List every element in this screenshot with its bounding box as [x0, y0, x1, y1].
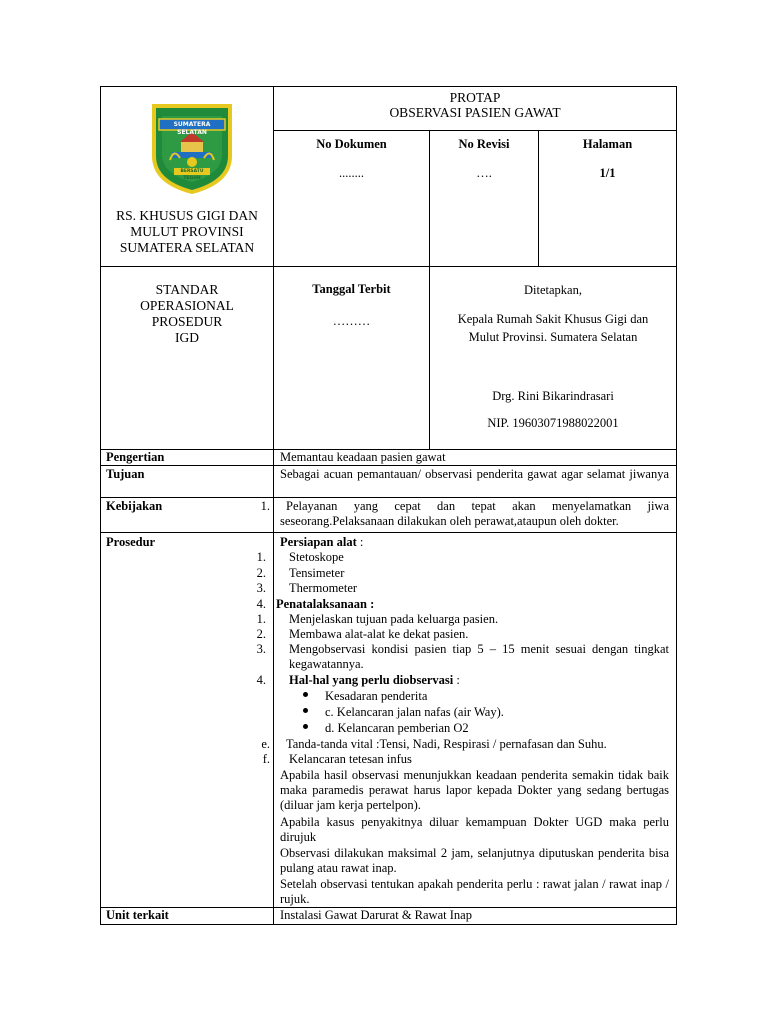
pengertian-label: Pengertian	[106, 450, 165, 464]
step-num-1: 1.	[256, 612, 266, 626]
prosedur-label: Prosedur	[106, 535, 156, 549]
bullet-icon	[303, 724, 308, 729]
hal-heading-colon: :	[453, 673, 460, 687]
kepala-line-2: Mulut Provinsi. Sumatera Selatan	[468, 330, 638, 344]
table-border-right	[676, 86, 677, 925]
alat-text-3: Thermometer	[289, 581, 358, 595]
penata-num: 4.	[256, 597, 266, 611]
tanggal-terbit-value: ………	[332, 314, 371, 328]
logo-emblem	[150, 102, 234, 194]
bullet-icon	[303, 692, 308, 697]
kepala-line-1: Kepala Rumah Sakit Khusus Gigi dan	[457, 312, 649, 326]
kebijakan-text: Pelayanan yang cepat dan tepat akan menyelamatkan jiwa seseorang.Pelaksanaan dilakukan oleh perawat,ataupun oleh dokter.	[280, 499, 669, 528]
signer-nip: NIP. 19603071988022001	[487, 416, 619, 430]
doc-title-line-1: PROTAP	[449, 90, 501, 105]
e-num: e.	[261, 737, 270, 751]
halaman-value: 1/1	[599, 166, 616, 180]
sop-line-1: STANDAR	[155, 282, 219, 297]
alat-num-1: 1.	[256, 550, 266, 564]
step-text-1: Menjelaskan tujuan pada keluarga pasien.	[289, 612, 499, 626]
unit-terkait-text: Instalasi Gawat Darurat & Rawat Inap	[280, 908, 472, 922]
bullet-text-2: c. Kelancaran jalan nafas (air Way).	[325, 705, 504, 719]
prosedur-para-4: Setelah observasi tentukan apakah penderita perlu : rawat jalan / rawat inap / rujuk.	[280, 877, 669, 906]
row-divider-tujuan	[100, 497, 677, 498]
prosedur-para-3: Observasi dilakukan maksimal 2 jam, selanjutnya diputuskan penderita bisa pulang atau rawat inap.	[280, 846, 669, 875]
persiapan-heading-text: Persiapan alat	[280, 535, 357, 549]
e-text: Tanda-tanda vital :Tensi, Nadi, Respirasi / pernafasan dan Suhu.	[286, 737, 607, 751]
hospital-name-line-2: MULUT PROVINSI	[130, 224, 244, 239]
ditetapkan-text: Ditetapkan,	[524, 283, 582, 297]
kebijakan-label: Kebijakan	[106, 499, 163, 513]
row-divider-header	[100, 266, 677, 267]
signer-name: Drg. Rini Bikarindrasari	[492, 389, 614, 403]
alat-text-1: Stetoskope	[289, 550, 344, 564]
no-dokumen-label: No Dokumen	[316, 137, 387, 151]
alat-text-2: Tensimeter	[289, 566, 345, 580]
no-revisi-label: No Revisi	[458, 137, 510, 151]
kebijakan-number: 1.	[260, 499, 270, 513]
alat-num-2: 2.	[256, 566, 266, 580]
sop-line-4: IGD	[175, 330, 199, 345]
doc-title-line-2: OBSERVASI PASIEN GAWAT	[389, 105, 561, 120]
header-title-divider	[273, 130, 677, 131]
tujuan-text: Sebagai acuan pemantauan/ observasi penderita gawat agar selamat jiwanya	[280, 467, 669, 481]
prosedur-para-1: Apabila hasil observasi menunjukkan keadaan penderita semakin tidak baik maka paramedis perawat harus lapor kepada Dokter yang sedang bertugas (diluar jam kerja pertelpon).	[280, 768, 669, 812]
no-revisi-value: ….	[476, 166, 492, 180]
halaman-label: Halaman	[582, 137, 633, 151]
step-num-2: 2.	[256, 627, 266, 641]
logo-banner-text: SUMATERA SELATAN	[173, 121, 211, 136]
bullet-icon	[303, 708, 308, 713]
step-text-3: Mengobservasi kondisi pasien tiap 5 – 15 menit sesuai dengan tingkat kegawatannya.	[289, 642, 669, 671]
pengertian-text: Memantau keadaan pasien gawat	[280, 450, 446, 464]
f-num: f.	[262, 752, 270, 766]
table-border-bottom	[100, 924, 677, 925]
persiapan-heading	[280, 535, 363, 550]
persiapan-heading-colon: :	[356, 535, 364, 549]
penata-heading: Penatalaksanaan :	[276, 597, 375, 611]
step-text-2: Membawa alat-alat ke dekat pasien.	[289, 627, 469, 641]
row-divider-pengertian	[100, 465, 677, 466]
no-dokumen-value: ........	[339, 166, 364, 180]
tujuan-label: Tujuan	[106, 467, 145, 481]
hospital-name-line-3: SUMATERA SELATAN	[119, 240, 255, 255]
bullet-text-3: d. Kelancaran pemberian O2	[325, 721, 469, 735]
unit-terkait-label: Unit terkait	[106, 908, 169, 922]
bullet-text-1: Kesadaran penderita	[325, 689, 428, 703]
logo-motto-text: BERSATU TEGUH	[180, 169, 204, 181]
sop-title	[101, 282, 273, 346]
row-divider-kebijakan	[100, 532, 677, 533]
alat-num-3: 3.	[256, 581, 266, 595]
step-num-3: 3.	[256, 642, 266, 656]
table-border-top	[100, 86, 677, 87]
f-text: Kelancaran tetesan infus	[289, 752, 412, 766]
prosedur-para-2: Apabila kasus penyakitnya diluar kemampuan Dokter UGD maka perlu dirujuk	[280, 815, 669, 844]
doc-title	[274, 90, 676, 120]
hal-heading	[289, 673, 460, 688]
hal-num: 4.	[256, 673, 266, 687]
hospital-name	[101, 208, 273, 256]
sop-line-2: OPERASIONAL	[140, 298, 234, 313]
tanggal-terbit-label: Tanggal Terbit	[312, 282, 391, 296]
col-divider-main	[273, 86, 274, 925]
hospital-name-line-1: RS. KHUSUS GIGI DAN	[116, 208, 258, 223]
hal-heading-text: Hal-hal yang perlu diobservasi	[289, 673, 454, 687]
sop-line-3: PROSEDUR	[151, 314, 223, 329]
